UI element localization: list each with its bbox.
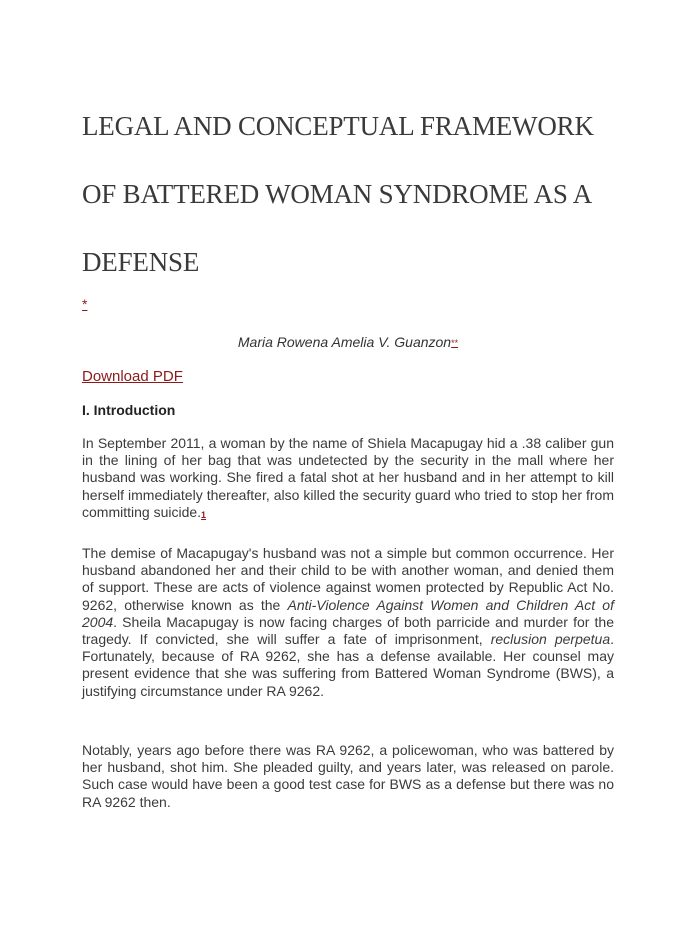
title-line-2: OF BATTERED WOMAN SYNDROME AS A: [82, 179, 593, 209]
author-footnote-link[interactable]: **: [451, 338, 459, 348]
paragraph-2: [82, 545, 614, 700]
paragraph-2-part-1: The demise of Macapugay's husband was not a simple but common occurrence. Her husband abandoned her and their child to be with another woman, and denied them of support. These are acts of violence against women protected by Republic Act No. 9262, otherwise known as the: [82, 545, 614, 613]
paragraph-2-part-3: . Fortunately, because of RA 9262, she has a defense available. Her counsel may present evidence that she was suffering from Battered Woman Syndrome (BWS), a justifying circumstance under RA 9262.: [82, 631, 615, 699]
document-title: [82, 92, 662, 296]
paragraph-1: [82, 435, 614, 524]
paragraph-1-text: In September 2011, a woman by the name of Shiela Macapugay hid a .38 caliber gun in the lining of her bag that was undetected by the security in the mall where her husband was working. She fired a fatal shot at her husband and in her attempt to kill herself immediately thereafter, also killed the security guard who tried to stop her from committing suicide.: [82, 435, 614, 520]
footnote-1-link[interactable]: 1: [201, 509, 207, 520]
author-name: Maria Rowena Amelia V. Guanzon: [237, 334, 452, 350]
download-pdf-link[interactable]: Download PDF: [82, 368, 183, 385]
title-footnote-link[interactable]: *: [82, 296, 88, 312]
paragraph-2-part-2: . Sheila Macapugay is now facing charges of both parricide and murder for the tragedy. If convicted, she will suffer a fate of imprisonment,: [82, 613, 614, 648]
penalty-term: reclusion perpetua: [490, 631, 611, 648]
paragraph-3: Notably, years ago before there was RA 9262, a policewoman, who was battered by her husband, shot him. She pleaded guilty, and years later, was released on parole. Such case would have been a good test case for BWS as a defense but there was no RA 9262 then.: [82, 742, 614, 810]
title-line-1: LEGAL AND CONCEPTUAL FRAMEWORK: [82, 111, 594, 141]
title-line-3: DEFENSE: [82, 247, 200, 277]
author-line: [0, 334, 696, 350]
section-heading: I. Introduction: [82, 402, 176, 418]
act-title: Anti-Violence Against Women and Children Act of 2004: [82, 596, 614, 630]
